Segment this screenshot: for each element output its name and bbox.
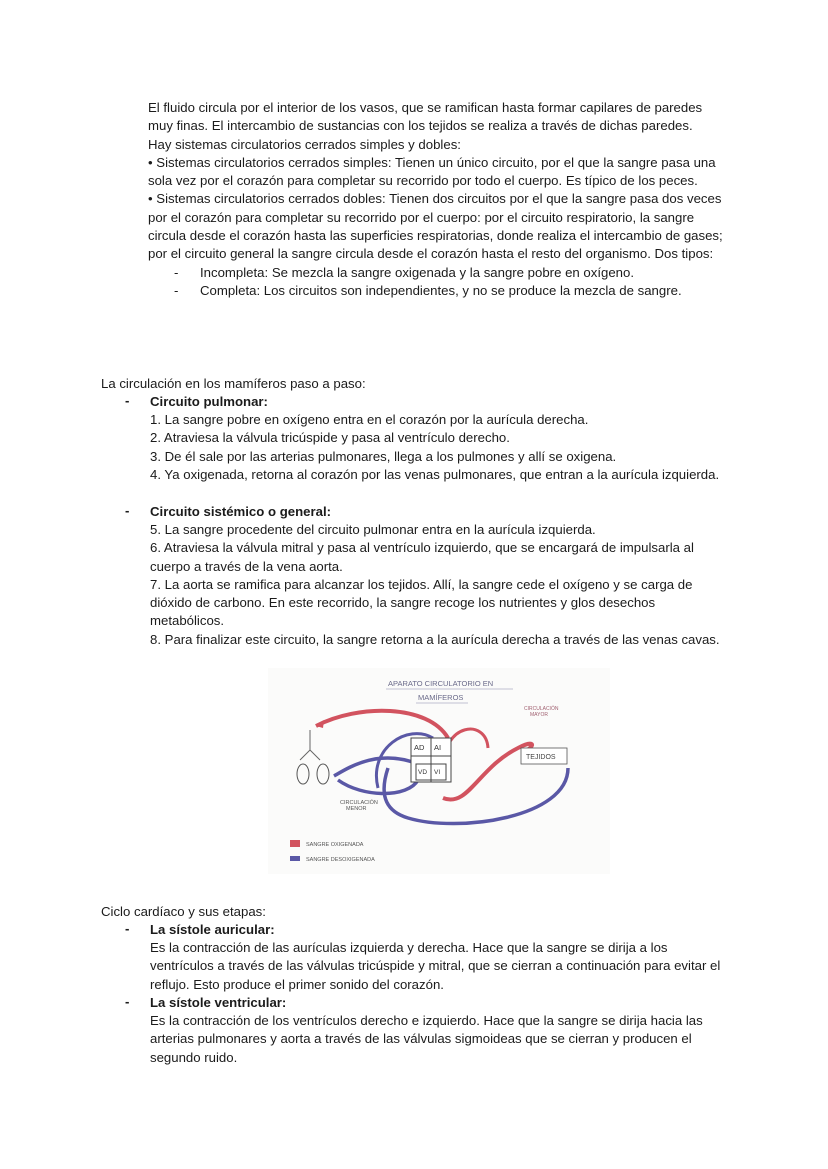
circ-menor-label-1: CIRCULACIÓN: [340, 800, 378, 806]
pulmonary-circuit-title: Circuito pulmonar:: [150, 394, 268, 409]
step-2: 2. Atraviesa la válvula tricúspide y pasa al ventrículo derecho.: [150, 430, 510, 446]
type-incomplete: [148, 264, 728, 282]
dash-marker: -: [125, 994, 130, 1009]
circ-menor-label-2: MENOR: [346, 806, 367, 812]
step-7: 7. La aorta se ramifica para alcanzar los tejidos. Allí, la sangre cede el oxígeno y se carga de dióxido de carbono. En este recorrido, la sangre recoge los nutrientes y glos desechos metabólicos.: [150, 576, 693, 629]
circulatory-diagram: [268, 668, 610, 874]
atrial-systole-text: Es la contracción de las aurículas izquierda y derecha. Hace que la sangre se dirija a los ventrículos a través de las válvulas tricúspide y mitral, que se cierran a continuación para evitar el reflujo. Esto produce el primer sonido del corazón.: [150, 940, 721, 992]
dash-marker: -: [125, 503, 130, 518]
step-8: 8. Para finalizar este circuito, la sangre retorna a la aurícula derecha a través de las venas cavas.: [150, 631, 720, 647]
circ-mayor-label-2: MAYOR: [530, 712, 548, 718]
mammals-heading: La circulación en los mamíferos paso a paso:: [101, 376, 366, 391]
circulatory-diagram-svg: [268, 668, 610, 874]
type-complete: [148, 282, 728, 300]
legend-oxy-label: SANGRE OXIGENADA: [306, 842, 364, 848]
dash-marker: -: [125, 393, 130, 408]
step-1: 1. La sangre pobre en oxígeno entra en el corazón por la aurícula derecha.: [150, 412, 589, 427]
legend-deoxy-label: SANGRE DESOXIGENADA: [306, 857, 375, 863]
dash-marker: -: [174, 264, 179, 280]
ad-label: AD: [414, 743, 425, 752]
legend-deoxy-swatch: [290, 856, 300, 861]
intro-paragraph-1: El fluido circula por el interior de los vasos, que se ramifican hasta formar capilares de paredes muy finas. El intercambio de sustancias con los tejidos se realiza a través de dichas paredes.: [148, 100, 703, 134]
systemic-steps: [150, 521, 730, 649]
dash-marker: -: [125, 921, 130, 936]
step-4: 4. Ya oxigenada, retorna al corazón por las venas pulmonares, que entran a la aurícula izquierda.: [150, 466, 720, 482]
intro-section: [148, 99, 728, 300]
ventricular-systole-text: Es la contracción de los ventrículos derecho e izquierdo. Hace que la sangre se dirija hacia las arterias pulmonares y aorta a través de las válvulas sigmoideas que se cierran y producen el segundo ruido.: [150, 1013, 703, 1065]
ventricular-systole-title: La sístole ventricular:: [150, 995, 287, 1010]
vd-label: VD: [418, 769, 428, 776]
intro-paragraph-2: Hay sistemas circulatorios cerrados simples y dobles:: [148, 136, 461, 152]
ai-label: AI: [434, 743, 442, 752]
diagram-title-line-1: APARATO CIRCULATORIO EN: [388, 679, 494, 688]
type-incomplete-text: Incompleta: Se mezcla la sangre oxigenada y la sangre pobre en oxígeno.: [200, 264, 634, 280]
ventricular-systole-text-block: [150, 1012, 730, 1067]
vi-label: VI: [434, 769, 441, 776]
diagram-title-line-2: MAMÍFEROS: [418, 693, 464, 702]
atrial-systole-text-block: [150, 939, 730, 994]
step-5: 5. La sangre procedente del circuito pulmonar entra en la aurícula izquierda.: [150, 522, 596, 537]
cycle-heading: Ciclo cardíaco y sus etapas:: [101, 904, 266, 919]
tejidos-label: TEJIDOS: [526, 754, 556, 761]
circ-mayor-label-1: CIRCULACIÓN: [524, 706, 559, 712]
systemic-circuit-title: Circuito sistémico o general:: [150, 504, 332, 519]
double-systems-paragraph: • Sistemas circulatorios cerrados dobles: Tienen dos circuitos por el que la sangre pasa dos veces por el corazón para completar su recorrido por el cuerpo: por el circuito respiratorio, la sangre circula desde el corazón hasta las superficies respiratorias, donde realiza el intercambio de gases; por el circuito general la sangre circula desde el corazón hasta el resto del organismo. Dos tipos:: [148, 191, 723, 262]
pulmonary-steps: [150, 411, 730, 484]
dash-marker: -: [174, 282, 179, 298]
atrial-systole-title: La sístole auricular:: [150, 922, 275, 937]
legend-oxy-swatch: [290, 840, 300, 847]
step-3: 3. De él sale por las arterias pulmonares, llega a los pulmones y allí se oxigena.: [150, 448, 617, 464]
simple-systems-paragraph: • Sistemas circulatorios cerrados simples: Tienen un único circuito, por el que la sangre pasa una sola vez por el corazón para completar su recorrido por todo el cuerpo. Es típico de los peces.: [148, 154, 716, 189]
step-6: 6. Atraviesa la válvula mitral y pasa al ventrículo izquierdo, que se encargará de impulsarla al cuerpo a través de la vena aorta.: [150, 540, 694, 574]
type-complete-text: Completa: Los circuitos son independientes, y no se produce la mezcla de sangre.: [200, 282, 682, 298]
